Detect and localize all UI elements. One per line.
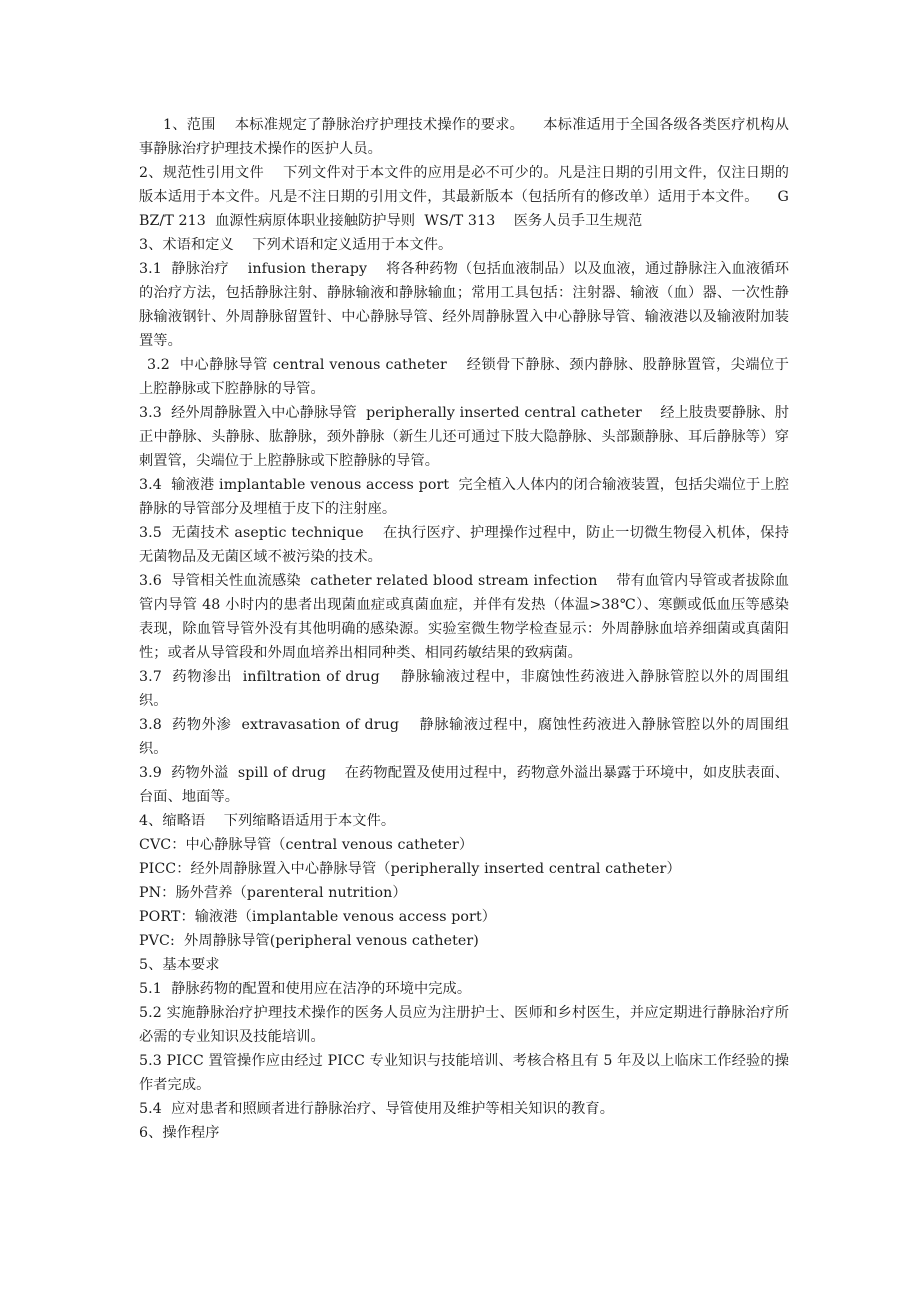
section-abbreviations-heading: 4、缩略语 下列缩略语适用于本文件。	[139, 813, 396, 829]
document-body	[139, 113, 789, 1145]
section-normative-references: 2、规范性引用文件 下列文件对于本文件的应用是必不可少的。凡是注日期的引用文件，仅注日期的版本适用于本文件。凡是不注日期的引用文件，其最新版本（包括所有的修改单）适用于本文件。 GBZ/T 213 血源性病原体职业接触防护导则 WS/T 313 医务人员手卫生规范	[139, 165, 789, 229]
term-3-3: 3.3 经外周静脉置入中心静脉导管 peripherally inserted central catheter 经上肢贵要静脉、肘正中静脉、头静脉、肱静脉，颈外静脉（新生儿还可通过下肢大隐静脉、头部颞静脉、耳后静脉等）穿刺置管，尖端位于上腔静脉或下腔静脉的导管。	[139, 405, 789, 469]
requirement-5-1: 5.1 静脉药物的配置和使用应在洁净的环境中完成。	[139, 981, 472, 997]
requirement-5-3: 5.3 PICC 置管操作应由经过 PICC 专业知识与技能培训、考核合格且有 5 年及以上临床工作经验的操作者完成。	[139, 1053, 789, 1093]
term-3-4: 3.4 输液港 implantable venous access port 完全植入人体内的闭合输液装置，包括尖端位于上腔静脉的导管部分及埋植于皮下的注射座。	[139, 477, 789, 517]
requirement-5-2: 5.2 实施静脉治疗护理技术操作的医务人员应为注册护士、医师和乡村医生，并应定期进行静脉治疗所必需的专业知识及技能培训。	[139, 1005, 789, 1045]
section-basic-requirements-heading: 5、基本要求	[139, 957, 220, 973]
abbr-cvc: CVC：中心静脉导管（central venous catheter）	[139, 837, 474, 853]
term-3-9: 3.9 药物外溢 spill of drug 在药物配置及使用过程中，药物意外溢出暴露于环境中，如皮肤表面、台面、地面等。	[139, 765, 789, 805]
section-procedure-heading: 6、操作程序	[139, 1125, 220, 1141]
term-3-1: 3.1 静脉治疗 infusion therapy 将各种药物（包括血液制品）以及血液，通过静脉注入血液循环的治疗方法，包括静脉注射、静脉输液和静脉输血；常用工具包括：注射器、输液（血）器、一次性静脉输液钢针、外周静脉留置针、中心静脉导管、经外周静脉置入中心静脉导管、输液港以及输液附加装置等。	[139, 261, 789, 349]
term-3-6: 3.6 导管相关性血流感染 catheter related blood stream infection 带有血管内导管或者拔除血管内导管 48 小时内的患者出现菌血症或真菌血症，并伴有发热（体温>38℃）、寒颤或低血压等感染表现，除血管导管外没有其他明确的感染源。实验室微生物学检查显示：外周静脉血培养细菌或真菌阳性；或者从导管段和外周血培养出相同种类、相同药敏结果的致病菌。	[139, 573, 789, 661]
term-3-5: 3.5 无菌技术 aseptic technique 在执行医疗、护理操作过程中，防止一切微生物侵入机体，保持无菌物品及无菌区域不被污染的技术。	[139, 525, 789, 565]
abbr-pvc: PVC: 外周静脉导管(peripheral venous catheter)	[139, 933, 479, 949]
section-scope: 1、范围 本标准规定了静脉治疗护理技术操作的要求。 本标准适用于全国各级各类医疗机构从事静脉治疗护理技术操作的医护人员。	[139, 117, 789, 157]
abbr-port: PORT：输液港（implantable venous access port）	[139, 909, 497, 925]
term-3-7: 3.7 药物渗出 infiltration of drug 静脉输液过程中，非腐蚀性药液进入静脉管腔以外的周围组织。	[139, 669, 789, 709]
abbr-pn: PN：肠外营养（parenteral nutrition）	[139, 885, 407, 901]
abbr-picc: PICC：经外周静脉置入中心静脉导管（peripherally inserted central catheter）	[139, 861, 681, 877]
section-terms-heading: 3、术语和定义 下列术语和定义适用于本文件。	[139, 237, 453, 253]
term-3-2: 3.2 中心静脉导管 central venous catheter 经锁骨下静脉、颈内静脉、股静脉置管，尖端位于上腔静脉或下腔静脉的导管。	[139, 357, 789, 397]
requirement-5-4: 5.4 应对患者和照顾者进行静脉治疗、导管使用及维护等相关知识的教育。	[139, 1101, 614, 1117]
term-3-8: 3.8 药物外渗 extravasation of drug 静脉输液过程中，腐蚀性药液进入静脉管腔以外的周围组织。	[139, 717, 789, 757]
